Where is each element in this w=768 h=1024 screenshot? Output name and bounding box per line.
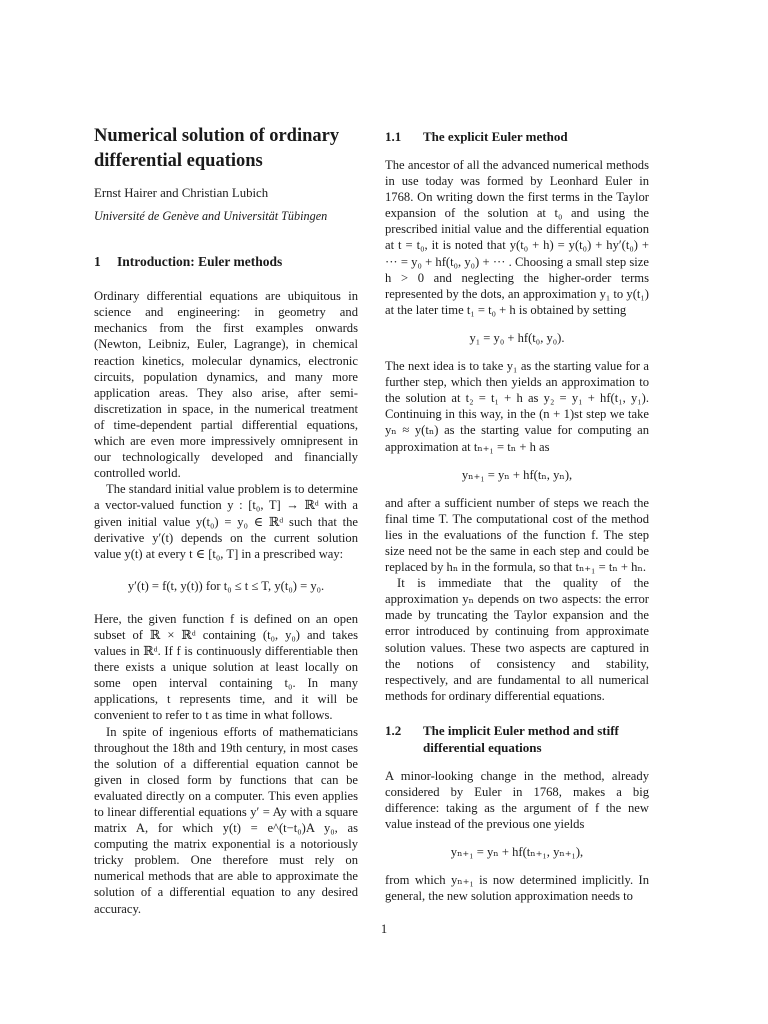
paragraph: The ancestor of all the advanced numerical methods in use today was formed by Leonhard Euler in 1768. On writing down the first terms in the Taylor expansion of the solution at t₀ and using the prescribed initial value and the differential equation at t = t₀, it is noted that y(t₀ + h) = y(t₀) + hy′(t₀) + ··· = y₀ + hf(t₀, y₀) + ··· . Choosing a small step size h > 0 and neglecting the higher-order terms represented by the dots, an approximation y₁ to y(t₁) at the later time t₁ = t₀ + h is obtained by setting [385,158,649,317]
paragraph: and after a sufficient number of steps we reach the final time T. The computational cost of the method lies in the evaluations of the function f. The step size need not be the same in each step and could be replaced by hₙ in the formula, so that tₙ₊₁ = tₙ + hₙ. [385,495,649,575]
paragraph: Here, the given function f is defined on an open subset of ℝ × ℝᵈ containing (t₀, y₀) and takes values in ℝᵈ. If f is continuously differentiable then there exists a unique solution at least locally on some open interval containing t₀. In many applications, t represents time, and it will be convenient to refer to t as time in what follows. [94,611,358,723]
right-column [385,128,649,905]
section-title: The explicit Euler method [423,129,568,144]
equation: y′(t) = f(t, y(t)) for t₀ ≤ t ≤ T, y(t₀) = y₀. [127,578,325,593]
paragraph: Ordinary differential equations are ubiquitous in science and engineering: in geometry and mechanics from the first examples onwards (Newton, Leibniz, Euler, Lagrange), in chemical reaction kinetics, molecular dynamics, electronic circuits, population dynamics, and many more application areas. They also arise, after semi-discretization in space, in the numerical treatment of time-dependent partial differential equations, which are even more impressively omnipresent in our technologically developed and financially controlled world. [94,289,358,481]
section-number: 1.2 [385,722,402,738]
section-number: 1 [94,254,101,270]
section-1-2-heading [385,722,649,756]
paragraph: It is immediate that the quality of the approximation yₙ depends on two aspects: the error made by truncating the Taylor expansion and the error introduced by continuing from approximate solution values. These two aspects are captured in the notions of consistency and stability, respectively, and are fundamental to all numerical methods for ordinary differential equations. [385,576,649,703]
page-number: 1 [380,922,388,936]
section-1-1-heading [385,128,649,145]
equation: y₁ = y₀ + hf(t₀, y₀). [469,330,565,345]
paragraph: In spite of ingenious efforts of mathematicians throughout the 18th and 19th century, in most cases the solution of a differential equation cannot be given in closed form by functions that can be evaluated directly on a computer. This even applies to linear differential equations y′ = Ay with a square matrix A, for which y(t) = e^(t−t₀)A y₀, as computing the matrix exponential is a notoriously tricky problem. One therefore must rely on numerical methods that are able to approximate the solution of a differential equation to any desired accuracy. [94,724,358,916]
section-title: The implicit Euler method and stiff differential equations [423,722,619,755]
paragraph: The standard initial value problem is to determine a vector-valued function y : [t₀, T] → ℝᵈ with a given initial value y(t₀) = y₀ ∈ ℝᵈ such that the derivative y′(t) depends on the current solution value y(t) at every t ∈ [t₀, T] in a prescribed way: [94,482,358,561]
paragraph: A minor-looking change in the method, already considered by Euler in 1768, makes a big difference: taking as the argument of f the new value instead of the previous one yields [385,768,649,832]
paragraph: The next idea is to take y₁ as the starting value for a further step, which then yields an approximation to the solution at t₂ = t₁ + h as y₂ = y₁ + hf(t₁, y₁). Continuing in this way, in the (n + 1)st step we take yₙ ≈ y(tₙ) as the starting value for computing an approximation at tₙ₊₁ = tₙ + h as [385,359,649,454]
paper-authors: Ernst Hairer and Christian Lubich [94,186,269,200]
paper-title: Numerical solution of ordinary differential equations [94,126,340,171]
section-title: Introduction: Euler methods [117,254,283,270]
equation: yₙ₊₁ = yₙ + hf(tₙ₊₁, yₙ₊₁), [450,845,584,860]
section-1-heading [94,253,358,270]
left-column [94,124,358,917]
paper-affiliation: Université de Genève and Universität Tübingen [94,209,328,224]
section-number: 1.1 [385,129,402,144]
equation: yₙ₊₁ = yₙ + hf(tₙ, yₙ), [461,467,573,482]
paragraph: from which yₙ₊₁ is now determined implicitly. In general, the new solution approximation needs to [385,873,649,904]
